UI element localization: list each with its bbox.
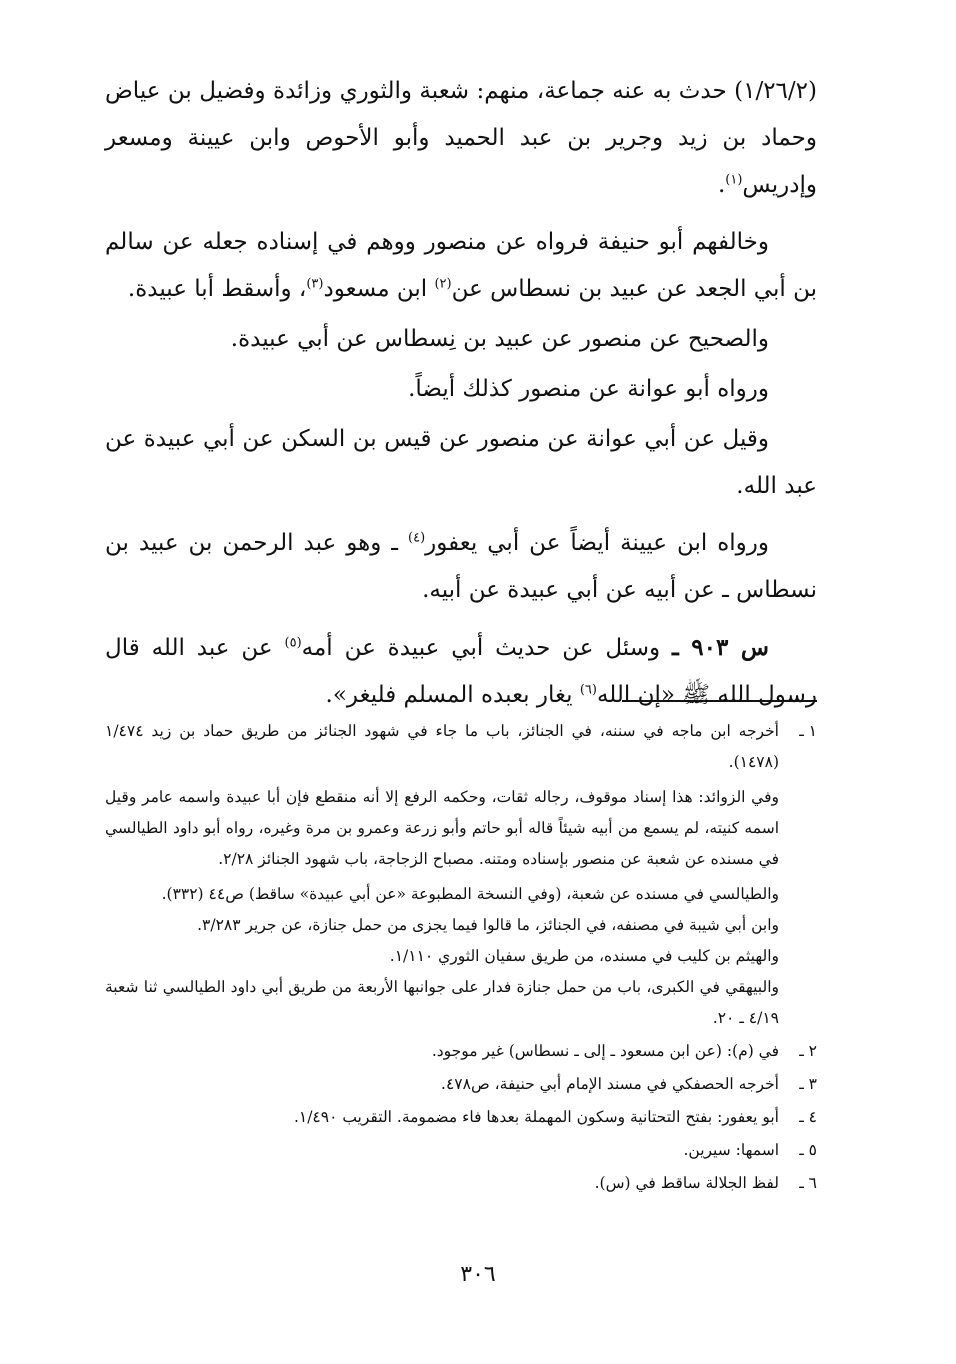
question-text-a: وسئل عن حديث أبي عبيدة عن أمه — [301, 635, 672, 661]
footnotes — [105, 716, 817, 1201]
paragraph-2-text-a: وخالفهم أبو حنيفة فرواه عن منصور ووهم في إسناده جعله عن سالم بن أبي الجعد عن عبيد بن نسطاس عن — [105, 229, 817, 302]
footnote-5-number: ٥ ـ — [799, 1141, 817, 1159]
question-number: س ٩٠٣ ـ — [671, 634, 769, 661]
footnote-ref-4[interactable]: (٤) — [408, 530, 426, 546]
footnote-ref-3[interactable]: (٣) — [306, 276, 324, 292]
footnote-1 — [105, 716, 817, 1034]
paragraph-1-end: . — [717, 172, 726, 198]
footnote-6 — [105, 1168, 817, 1199]
question-text-c: يغار بعبده المسلم فليغر». — [325, 682, 580, 708]
footnote-ref-1[interactable]: (١) — [725, 172, 743, 188]
footnote-1-text-c: والطيالسي في مسنده عن شعبة، (وفي النسخة المطبوعة «عن أبي عبيدة» ساقط) ص٤٤ (٣٣٢). — [161, 885, 779, 903]
footnote-1-text-b: وفي الزوائد: هذا إسناد موقوف، رجاله ثقات، وحكمه الرفع إلا أنه منقطع فإن أبا عبيدة واسمه عامر وقيل اسمه كنيته، لم يسمع من أبيه شيئاً قاله أبو حاتم وأبو زرعة وعمرو بن مرة وغيره، رواه أبو داود الطيالسي في مسنده عن شعبة عن منصور بإسناده ومتنه. مصباح الزجاجة، باب شهود الجنائز ٢/٢٨. — [105, 788, 779, 868]
footnote-5-text: اسمها: سيرين. — [683, 1141, 779, 1159]
footnote-ref-2[interactable]: (٢) — [434, 276, 452, 292]
footnote-1-number: ١ ـ — [799, 722, 817, 740]
footnote-4 — [105, 1102, 817, 1133]
paragraph-2 — [105, 219, 817, 313]
footnote-2-text: في (م): (عن ابن مسعود ـ إلى ـ نسطاس) غير موجود. — [431, 1042, 779, 1060]
footnote-3-text: أخرجه الحصفكي في مسند الإمام أبي حنيفة، ص٤٧٨. — [441, 1075, 779, 1093]
paragraph-5: وقيل عن أبي عوانة عن منصور عن قيس بن السكن عن أبي عبيدة عن عبد الله. — [105, 426, 817, 499]
main-text — [105, 68, 817, 722]
paragraph-6-text-b: ـ وهو عبد الرحمن بن عبيد بن نسطاس ـ عن أبيه عن أبي عبيدة عن أبيه. — [105, 530, 817, 603]
paragraph-6-text-a: ورواه ابن عيينة أيضاً عن أبي يعفور — [425, 530, 769, 556]
paragraph-1-text: (١/٢٦/٢) حدث به عنه جماعة، منهم: شعبة والثوري وزائدة وفضيل بن عياض وحماد بن زيد وجرير بن عبد الحميد وأبو الأحوص وابن عيينة ومسعر وإدريس — [105, 78, 817, 198]
paragraph-6 — [105, 520, 817, 614]
footnote-separator — [622, 700, 817, 702]
footnote-1-text-e: والهيثم بن كليب في مسنده، من طريق سفيان الثوري ١/١١٠. — [389, 947, 779, 965]
footnote-6-text: لفظ الجلالة ساقط في (س). — [594, 1174, 779, 1192]
paragraph-4: ورواه أبو عوانة عن منصور كذلك أيضاً. — [408, 376, 769, 402]
footnote-3 — [105, 1069, 817, 1100]
footnote-4-number: ٤ ـ — [799, 1108, 817, 1126]
footnote-6-number: ٦ ـ — [799, 1174, 817, 1192]
paragraph-1 — [105, 68, 817, 209]
paragraph-3: والصحيح عن منصور عن عبيد بن نِسطاس عن أبي عبيدة. — [230, 326, 769, 352]
footnote-2-number: ٢ ـ — [799, 1042, 817, 1060]
footnote-ref-6[interactable]: (٦) — [579, 682, 597, 698]
question-paragraph — [105, 624, 817, 719]
footnote-2 — [105, 1036, 817, 1067]
page-number: ٣٠٦ — [460, 1262, 496, 1287]
paragraph-2-text-c: ، وأسقط أبا عبيدة. — [127, 276, 307, 302]
footnote-1-text-f: والبيهقي في الكبرى، باب من حمل جنازة فدار على جوانبها الأربعة من طريق أبي داود الطيالسي ثنا شعبة ٤/١٩ ـ ٢٠. — [105, 978, 779, 1027]
footnote-1-text-a: أخرجه ابن ماجه في سننه، في الجنائز، باب ما جاء في شهود الجنائز من طريق حماد بن زيد ١/٤٧٤ (١٤٧٨). — [105, 722, 779, 771]
footnote-4-text: أبو يعفور: بفتح التحتانية وسكون المهملة بعدها فاء مضمومة. التقريب ١/٤٩٠. — [293, 1108, 779, 1126]
paragraph-2-text-b: ابن مسعود — [323, 276, 435, 302]
footnote-1-text-d: وابن أبي شيبة في مصنفه، في الجنائز، ما قالوا فيما يجزى من حمل جنازة، عن جرير ٣/٢٨٣. — [197, 916, 779, 934]
footnote-ref-5[interactable]: (٥) — [284, 635, 302, 651]
footnote-5 — [105, 1135, 817, 1166]
footnote-3-number: ٣ ـ — [799, 1075, 817, 1093]
question-text-b: عن عبد الله قال رسول الله ﷺ «إن الله — [105, 635, 817, 708]
